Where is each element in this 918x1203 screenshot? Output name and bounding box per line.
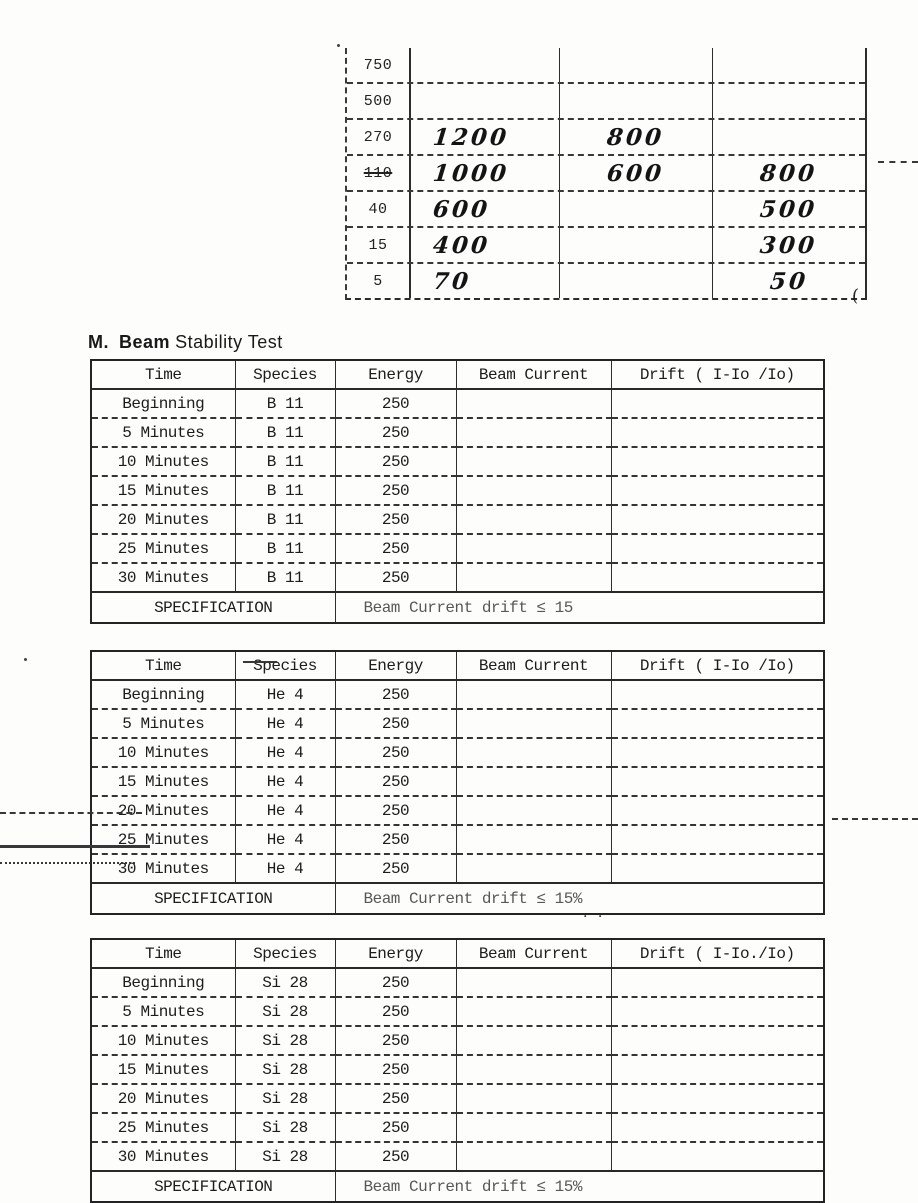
table-header-cell: Time bbox=[91, 360, 235, 389]
handwritten-value: 1000 bbox=[431, 159, 511, 187]
beam-current-cell bbox=[456, 854, 611, 883]
species-cell: Si 28 bbox=[235, 1084, 335, 1113]
specification-label: SPECIFICATION bbox=[91, 883, 335, 914]
table-header-cell: Drift ( I-Io /Io) bbox=[611, 360, 824, 389]
energy-cell: 250 bbox=[335, 680, 456, 709]
drift-cell bbox=[611, 767, 824, 796]
energy-cell: 250 bbox=[335, 1026, 456, 1055]
stability-table bbox=[90, 650, 825, 915]
drift-cell bbox=[611, 997, 824, 1026]
hw-label-cell bbox=[347, 84, 411, 118]
beam-current-cell bbox=[456, 968, 611, 997]
hw-label-cell bbox=[347, 264, 411, 298]
section-heading bbox=[88, 332, 283, 353]
section-heading-rest: Stability Test bbox=[175, 332, 283, 352]
stability-table bbox=[90, 938, 825, 1203]
energy-cell: 250 bbox=[335, 418, 456, 447]
table-row bbox=[91, 854, 824, 883]
table-row bbox=[91, 534, 824, 563]
hw-label-text: 500 bbox=[363, 92, 393, 110]
time-cell: 30 Minutes bbox=[91, 563, 235, 592]
species-cell: He 4 bbox=[235, 825, 335, 854]
hw-value-cell bbox=[560, 228, 713, 262]
table-row bbox=[91, 968, 824, 997]
hw-label-cell bbox=[347, 156, 411, 190]
hw-value-cell bbox=[560, 120, 713, 154]
beam-current-cell bbox=[456, 505, 611, 534]
hw-value-cell bbox=[713, 192, 865, 226]
time-cell: 15 Minutes bbox=[91, 767, 235, 796]
handwritten-table-row bbox=[347, 84, 865, 120]
time-cell: 5 Minutes bbox=[91, 418, 235, 447]
hw-label-text: 40 bbox=[368, 200, 388, 218]
specification-row bbox=[91, 883, 824, 914]
table-row bbox=[91, 738, 824, 767]
drift-cell bbox=[611, 476, 824, 505]
hw-value-cell bbox=[411, 120, 560, 154]
table-row bbox=[91, 1142, 824, 1171]
beam-current-cell bbox=[456, 997, 611, 1026]
hw-value-cell bbox=[560, 156, 713, 190]
table-row bbox=[91, 1084, 824, 1113]
handwritten-value: 800 bbox=[606, 123, 666, 151]
hw-label-cell bbox=[347, 48, 411, 82]
scan-noise-dash bbox=[243, 661, 277, 663]
table-row bbox=[91, 418, 824, 447]
handwritten-value: 800 bbox=[759, 159, 819, 187]
table-row bbox=[91, 767, 824, 796]
drift-cell bbox=[611, 1026, 824, 1055]
energy-cell: 250 bbox=[335, 767, 456, 796]
table-row bbox=[91, 825, 824, 854]
specification-row bbox=[91, 1171, 824, 1202]
table-row bbox=[91, 563, 824, 592]
hw-value-cell bbox=[713, 228, 865, 262]
time-cell: 20 Minutes bbox=[91, 796, 235, 825]
hw-value-cell bbox=[713, 84, 865, 118]
drift-cell bbox=[611, 1113, 824, 1142]
species-cell: Si 28 bbox=[235, 968, 335, 997]
specification-value: Beam Current drift ≤ 15% bbox=[335, 883, 824, 914]
species-cell: He 4 bbox=[235, 709, 335, 738]
hw-value-cell bbox=[713, 156, 865, 190]
table-row bbox=[91, 447, 824, 476]
hw-value-cell bbox=[560, 84, 713, 118]
handwritten-table-row bbox=[347, 156, 865, 192]
energy-cell: 250 bbox=[335, 1142, 456, 1171]
energy-cell: 250 bbox=[335, 1055, 456, 1084]
hw-value-cell bbox=[713, 120, 865, 154]
table-header-cell: Energy bbox=[335, 651, 456, 680]
time-cell: Beginning bbox=[91, 680, 235, 709]
stray-dots-mark: . . bbox=[583, 905, 606, 921]
energy-cell: 250 bbox=[335, 825, 456, 854]
table-header-cell: Energy bbox=[335, 360, 456, 389]
scan-noise-dash bbox=[0, 812, 142, 814]
handwritten-value: 400 bbox=[431, 231, 492, 259]
handwritten-value: 600 bbox=[606, 159, 666, 187]
beam-current-cell bbox=[456, 1055, 611, 1084]
handwritten-table bbox=[345, 48, 867, 300]
stability-table-si28 bbox=[90, 938, 823, 1203]
drift-cell bbox=[611, 796, 824, 825]
table-row bbox=[91, 1055, 824, 1084]
scan-noise-dot bbox=[337, 44, 340, 47]
drift-cell bbox=[611, 738, 824, 767]
table-header-cell: Species bbox=[235, 360, 335, 389]
drift-cell bbox=[611, 1084, 824, 1113]
hw-value-cell bbox=[560, 192, 713, 226]
time-cell: 10 Minutes bbox=[91, 447, 235, 476]
specification-label: SPECIFICATION bbox=[91, 1171, 335, 1202]
drift-cell bbox=[611, 854, 824, 883]
handwritten-value: 500 bbox=[759, 195, 819, 223]
scan-noise-dash bbox=[0, 862, 135, 864]
time-cell: 10 Minutes bbox=[91, 738, 235, 767]
beam-current-cell bbox=[456, 1026, 611, 1055]
drift-cell bbox=[611, 1055, 824, 1084]
beam-current-cell bbox=[456, 534, 611, 563]
table-row bbox=[91, 1026, 824, 1055]
table-row bbox=[91, 680, 824, 709]
handwritten-value: 50 bbox=[768, 267, 810, 295]
specification-label: SPECIFICATION bbox=[91, 592, 335, 623]
hw-label-cell bbox=[347, 192, 411, 226]
energy-cell: 250 bbox=[335, 1113, 456, 1142]
scan-noise-dash bbox=[878, 161, 918, 163]
hw-value-cell bbox=[411, 84, 560, 118]
energy-cell: 250 bbox=[335, 968, 456, 997]
drift-cell bbox=[611, 389, 824, 418]
hw-label-text: 15 bbox=[368, 236, 388, 254]
hw-value-cell bbox=[713, 48, 865, 82]
beam-current-cell bbox=[456, 563, 611, 592]
hw-label-text: 750 bbox=[363, 56, 393, 74]
energy-cell: 250 bbox=[335, 476, 456, 505]
time-cell: 5 Minutes bbox=[91, 997, 235, 1026]
stability-table-b11 bbox=[90, 359, 823, 624]
time-cell: 25 Minutes bbox=[91, 825, 235, 854]
hw-label-text: 5 bbox=[373, 272, 383, 290]
handwritten-table-row bbox=[347, 228, 865, 264]
table-row bbox=[91, 1113, 824, 1142]
species-cell: B 11 bbox=[235, 534, 335, 563]
handwritten-value: 70 bbox=[431, 267, 473, 295]
species-cell: B 11 bbox=[235, 418, 335, 447]
beam-current-cell bbox=[456, 1113, 611, 1142]
handwritten-value: 300 bbox=[759, 231, 819, 259]
handwritten-table-row bbox=[347, 120, 865, 156]
table-header-row bbox=[91, 939, 824, 968]
table-header-cell: Drift ( I-Io /Io) bbox=[611, 651, 824, 680]
species-cell: B 11 bbox=[235, 389, 335, 418]
hw-value-cell bbox=[560, 264, 713, 298]
handwritten-table-row bbox=[347, 264, 865, 298]
energy-cell: 250 bbox=[335, 1084, 456, 1113]
time-cell: 25 Minutes bbox=[91, 534, 235, 563]
beam-current-cell bbox=[456, 680, 611, 709]
time-cell: 30 Minutes bbox=[91, 1142, 235, 1171]
stability-table bbox=[90, 359, 825, 624]
time-cell: 20 Minutes bbox=[91, 1084, 235, 1113]
section-heading-bold: Beam bbox=[119, 332, 171, 352]
beam-current-cell bbox=[456, 389, 611, 418]
time-cell: 20 Minutes bbox=[91, 505, 235, 534]
table-header-cell: Beam Current bbox=[456, 360, 611, 389]
energy-cell: 250 bbox=[335, 534, 456, 563]
handwritten-value: 1200 bbox=[431, 123, 511, 151]
table-header-cell: Time bbox=[91, 939, 235, 968]
energy-cell: 250 bbox=[335, 738, 456, 767]
specification-value: Beam Current drift ≤ 15% bbox=[335, 1171, 824, 1202]
hw-label-cell bbox=[347, 120, 411, 154]
energy-cell: 250 bbox=[335, 447, 456, 476]
time-cell: Beginning bbox=[91, 968, 235, 997]
table-row bbox=[91, 709, 824, 738]
handwritten-table-row bbox=[347, 48, 865, 84]
stability-table-he4 bbox=[90, 650, 823, 915]
time-cell: 25 Minutes bbox=[91, 1113, 235, 1142]
drift-cell bbox=[611, 505, 824, 534]
time-cell: 15 Minutes bbox=[91, 476, 235, 505]
species-cell: Si 28 bbox=[235, 1026, 335, 1055]
table-row bbox=[91, 997, 824, 1026]
time-cell: 5 Minutes bbox=[91, 709, 235, 738]
specification-value: Beam Current drift ≤ 15 bbox=[335, 592, 824, 623]
beam-current-cell bbox=[456, 709, 611, 738]
drift-cell bbox=[611, 680, 824, 709]
drift-cell bbox=[611, 1142, 824, 1171]
energy-cell: 250 bbox=[335, 854, 456, 883]
table-row bbox=[91, 505, 824, 534]
handwritten-table-row bbox=[347, 192, 865, 228]
time-cell: 10 Minutes bbox=[91, 1026, 235, 1055]
drift-cell bbox=[611, 447, 824, 476]
time-cell: Beginning bbox=[91, 389, 235, 418]
drift-cell bbox=[611, 418, 824, 447]
table-header-cell: Beam Current bbox=[456, 651, 611, 680]
hw-value-cell bbox=[411, 156, 560, 190]
table-header-cell: Energy bbox=[335, 939, 456, 968]
table-row bbox=[91, 796, 824, 825]
time-cell: 15 Minutes bbox=[91, 1055, 235, 1084]
section-heading-prefix: M. bbox=[88, 332, 109, 352]
species-cell: He 4 bbox=[235, 796, 335, 825]
species-cell: He 4 bbox=[235, 767, 335, 796]
beam-current-cell bbox=[456, 796, 611, 825]
table-row bbox=[91, 389, 824, 418]
drift-cell bbox=[611, 825, 824, 854]
table-header-cell: Time bbox=[91, 651, 235, 680]
hw-label-cell bbox=[347, 228, 411, 262]
energy-cell: 250 bbox=[335, 796, 456, 825]
time-cell: 30 Minutes bbox=[91, 854, 235, 883]
handwritten-value: 600 bbox=[431, 195, 492, 223]
hw-value-cell bbox=[560, 48, 713, 82]
energy-cell: 250 bbox=[335, 563, 456, 592]
table-header-row bbox=[91, 651, 824, 680]
table-header-row bbox=[91, 360, 824, 389]
species-cell: Si 28 bbox=[235, 997, 335, 1026]
hw-value-cell bbox=[411, 48, 560, 82]
hw-label-text: 270 bbox=[363, 128, 393, 146]
stray-paren-mark: ( bbox=[851, 285, 860, 307]
scan-noise-dash bbox=[0, 845, 150, 848]
specification-row bbox=[91, 592, 824, 623]
drift-cell bbox=[611, 534, 824, 563]
drift-cell bbox=[611, 563, 824, 592]
beam-current-cell bbox=[456, 418, 611, 447]
energy-cell: 250 bbox=[335, 997, 456, 1026]
hw-value-cell bbox=[411, 264, 560, 298]
table-header-cell: Drift ( I-Io./Io) bbox=[611, 939, 824, 968]
beam-current-cell bbox=[456, 1084, 611, 1113]
beam-current-cell bbox=[456, 767, 611, 796]
energy-cell: 250 bbox=[335, 389, 456, 418]
beam-current-cell bbox=[456, 476, 611, 505]
drift-cell bbox=[611, 968, 824, 997]
species-cell: Si 28 bbox=[235, 1142, 335, 1171]
beam-current-cell bbox=[456, 447, 611, 476]
species-cell: B 11 bbox=[235, 505, 335, 534]
hw-value-cell bbox=[411, 228, 560, 262]
species-cell: Si 28 bbox=[235, 1055, 335, 1084]
species-cell: He 4 bbox=[235, 854, 335, 883]
table-header-cell: Species bbox=[235, 939, 335, 968]
beam-current-cell bbox=[456, 738, 611, 767]
species-cell: Si 28 bbox=[235, 1113, 335, 1142]
scan-noise-dash bbox=[832, 818, 918, 820]
drift-cell bbox=[611, 709, 824, 738]
table-row bbox=[91, 476, 824, 505]
beam-current-cell bbox=[456, 825, 611, 854]
table-header-cell: Species bbox=[235, 651, 335, 680]
hw-value-cell bbox=[411, 192, 560, 226]
species-cell: He 4 bbox=[235, 738, 335, 767]
table-header-cell: Beam Current bbox=[456, 939, 611, 968]
species-cell: B 11 bbox=[235, 563, 335, 592]
energy-cell: 250 bbox=[335, 709, 456, 738]
handwritten-table-body bbox=[347, 48, 865, 298]
hw-label-text: 110 bbox=[363, 164, 393, 182]
species-cell: He 4 bbox=[235, 680, 335, 709]
scan-noise-dot bbox=[24, 658, 27, 661]
species-cell: B 11 bbox=[235, 447, 335, 476]
energy-cell: 250 bbox=[335, 505, 456, 534]
hw-value-cell bbox=[713, 264, 865, 298]
beam-current-cell bbox=[456, 1142, 611, 1171]
species-cell: B 11 bbox=[235, 476, 335, 505]
